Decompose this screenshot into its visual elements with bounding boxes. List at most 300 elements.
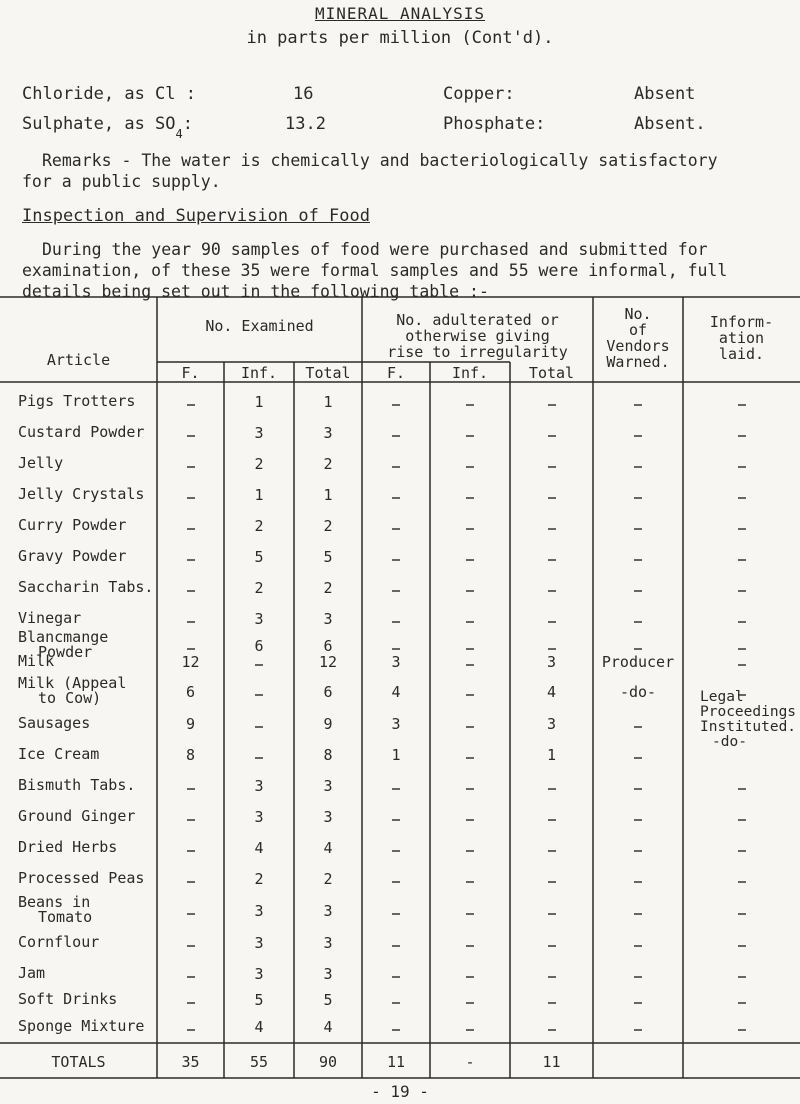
table-cell-at — [510, 488, 593, 506]
table-cell-vendors — [593, 457, 683, 475]
table-cell-ai — [430, 488, 510, 506]
table-cell-ei: 3 — [254, 610, 264, 628]
dash-mark — [392, 435, 400, 437]
dash-mark — [548, 788, 556, 790]
table-cell-vendors — [593, 581, 683, 599]
dash-mark — [392, 404, 400, 406]
table-row-article: Jelly — [18, 454, 64, 472]
dash-mark — [634, 497, 642, 499]
totals-examined-total: 90 — [318, 1053, 338, 1071]
dash-mark — [466, 819, 474, 821]
dash-mark — [738, 528, 746, 530]
table-cell-ei: 1 — [254, 393, 264, 411]
table-cell-ei: 2 — [254, 870, 264, 888]
legal-line-4: -do- — [712, 734, 747, 750]
dash-mark — [392, 788, 400, 790]
dash-mark — [548, 648, 556, 650]
dash-mark — [548, 945, 556, 947]
table-cell-ef — [157, 967, 224, 985]
table-cell-ei: 4 — [254, 1018, 264, 1036]
table-cell-ai — [430, 717, 510, 735]
table-cell-ef: 9 — [185, 715, 196, 733]
header-vendors-line-4: Warned. — [606, 353, 670, 371]
table-cell-af: 3 — [391, 653, 401, 671]
table-cell-ef — [157, 519, 224, 537]
table-cell-vendors — [593, 519, 683, 537]
table-row-article: Milk — [18, 652, 55, 670]
table-cell-ef — [157, 581, 224, 599]
table-cell-info — [683, 904, 800, 922]
dash-mark — [738, 404, 746, 406]
table-cell-et: 6 — [323, 683, 333, 701]
table-cell-vendors: Producer — [601, 653, 675, 671]
table-cell-at: 4 — [546, 683, 557, 701]
table-cell-ef — [157, 810, 224, 828]
table-cell-et: 1 — [323, 393, 333, 411]
table-cell-ef — [157, 872, 224, 890]
table-cell-at — [510, 779, 593, 797]
table-cell-af — [362, 426, 430, 444]
table-cell-et: 5 — [323, 991, 333, 1009]
table-cell-ai — [430, 655, 510, 673]
table-cell-ai — [430, 904, 510, 922]
table-cell-info — [683, 872, 800, 890]
food-para-line-1: During the year 90 samples of food were purchased and submitted for — [42, 240, 708, 259]
dash-mark — [738, 590, 746, 592]
dash-mark — [738, 664, 746, 666]
table-cell-info — [683, 395, 800, 413]
dash-mark — [738, 945, 746, 947]
dash-mark — [738, 559, 746, 561]
dash-mark — [466, 913, 474, 915]
table-cell-at — [510, 612, 593, 630]
dash-mark — [634, 757, 642, 759]
table-cell-at — [510, 519, 593, 537]
table-cell-vendors — [593, 872, 683, 890]
header-info-line-2: ation — [718, 329, 765, 347]
dash-mark — [466, 881, 474, 883]
dash-mark — [548, 976, 556, 978]
table-cell-info — [683, 936, 800, 954]
page-subtitle: in parts per million (Cont'd). — [246, 28, 554, 48]
table-cell-ei: 2 — [254, 455, 264, 473]
totals-adulterated-formal: 11 — [386, 1053, 406, 1071]
table-cell-info — [683, 426, 800, 444]
header-adulterated-line-3: rise to irregularity — [387, 343, 568, 361]
dash-mark — [392, 881, 400, 883]
table-cell-ai — [430, 936, 510, 954]
dash-mark — [187, 497, 195, 499]
dash-mark — [466, 559, 474, 561]
table-cell-ai — [430, 993, 510, 1011]
dash-mark — [548, 621, 556, 623]
dash-mark — [187, 850, 195, 852]
table-row-article: Cornflour — [18, 933, 100, 951]
copper-label: Copper: — [443, 84, 515, 104]
dash-mark — [548, 466, 556, 468]
article-line-2: Tomato — [38, 908, 93, 926]
dash-mark — [466, 850, 474, 852]
table-cell-vendors — [593, 936, 683, 954]
dash-mark — [548, 435, 556, 437]
subheader-informal: Inf. — [240, 364, 278, 382]
dash-mark — [392, 466, 400, 468]
dash-mark — [548, 559, 556, 561]
food-para-line-2: examination, of these 35 were formal samples and 55 were informal, full — [22, 261, 728, 280]
dash-mark — [634, 528, 642, 530]
table-cell-ai — [430, 779, 510, 797]
dash-mark — [187, 1002, 195, 1004]
table-cell-at: 3 — [546, 715, 557, 733]
table-cell-af — [362, 810, 430, 828]
table-row-article — [18, 895, 92, 925]
table-cell-ei — [224, 655, 294, 673]
table-cell-ai — [430, 841, 510, 859]
table-cell-af — [362, 550, 430, 568]
dash-mark — [187, 1029, 195, 1031]
dash-mark — [634, 648, 642, 650]
table-cell-ef — [157, 426, 224, 444]
legal-proceedings-note — [700, 690, 800, 750]
header-information — [683, 314, 800, 362]
table-cell-ei: 4 — [254, 839, 264, 857]
table-cell-ef: 6 — [185, 683, 196, 701]
table-cell-af — [362, 872, 430, 890]
dash-mark — [255, 726, 263, 728]
table-cell-ai — [430, 519, 510, 537]
table-row-article: Jam — [18, 964, 46, 982]
dash-mark — [738, 621, 746, 623]
table-cell-ef — [157, 395, 224, 413]
table-cell-af — [362, 967, 430, 985]
table-cell-ef — [157, 904, 224, 922]
dash-mark — [634, 1029, 642, 1031]
dash-mark — [187, 788, 195, 790]
dash-mark — [466, 497, 474, 499]
dash-mark — [548, 590, 556, 592]
table-cell-ef — [157, 779, 224, 797]
dash-mark — [738, 435, 746, 437]
dash-mark — [548, 497, 556, 499]
dash-mark — [392, 590, 400, 592]
table-cell-ei: 5 — [254, 991, 264, 1009]
article-line-1: Blancmange — [18, 628, 109, 646]
dash-mark — [392, 976, 400, 978]
totals-adulterated-informal: - — [465, 1053, 475, 1071]
remarks-line-1: Remarks - The water is chemically and bacteriologically satisfactory — [42, 151, 718, 170]
subheader-total-adulterated: Total — [528, 364, 575, 382]
dash-mark — [634, 466, 642, 468]
table-cell-ei: 3 — [254, 424, 264, 442]
article-line-2: to Cow) — [38, 689, 102, 707]
table-cell-ei — [224, 685, 294, 703]
totals-examined-formal: 35 — [181, 1053, 200, 1071]
dash-mark — [466, 757, 474, 759]
table-cell-at — [510, 872, 593, 890]
dash-mark — [255, 757, 263, 759]
totals-adulterated-total: 11 — [542, 1053, 561, 1071]
table-cell-ai — [430, 685, 510, 703]
table-cell-ei — [224, 717, 294, 735]
table-cell-af: 4 — [391, 683, 401, 701]
table-cell-ei: 1 — [254, 486, 264, 504]
header-vendors-line-3: Vendors — [606, 337, 670, 355]
dash-mark — [392, 1029, 400, 1031]
table-row-article: Saccharin Tabs. — [18, 578, 154, 596]
table-cell-vendors — [593, 967, 683, 985]
table-cell-et: 3 — [323, 424, 333, 442]
table-cell-ei: 5 — [254, 548, 264, 566]
dash-mark — [466, 528, 474, 530]
dash-mark — [187, 404, 195, 406]
table-cell-ef — [157, 550, 224, 568]
sulphate-label-text: Sulphate, as SO — [22, 114, 176, 134]
table-cell-et: 5 — [323, 548, 333, 566]
table-cell-ef: 12 — [181, 653, 200, 671]
table-cell-ei: 3 — [254, 902, 264, 920]
table-cell-ai — [430, 550, 510, 568]
dash-mark — [738, 881, 746, 883]
header-adulterated — [362, 312, 593, 360]
dash-mark — [548, 850, 556, 852]
table-cell-af — [362, 519, 430, 537]
dash-mark — [634, 881, 642, 883]
dash-mark — [738, 497, 746, 499]
table-cell-ef — [157, 993, 224, 1011]
table-row-article: Curry Powder — [18, 516, 127, 534]
dash-mark — [634, 726, 642, 728]
table-cell-info — [683, 967, 800, 985]
table-cell-at — [510, 1020, 593, 1038]
table-cell-vendors — [593, 717, 683, 735]
dash-mark — [392, 559, 400, 561]
table-cell-vendors — [593, 488, 683, 506]
dash-mark — [466, 404, 474, 406]
table-cell-vendors — [593, 841, 683, 859]
table-cell-et: 2 — [323, 870, 333, 888]
dash-mark — [392, 819, 400, 821]
dash-mark — [466, 1029, 474, 1031]
dash-mark — [548, 1029, 556, 1031]
table-cell-info — [683, 841, 800, 859]
legal-line-3: Instituted. — [700, 719, 797, 735]
legal-line-2: Proceedings — [700, 704, 797, 720]
dash-mark — [187, 648, 195, 650]
table-cell-ei: 3 — [254, 808, 264, 826]
table-cell-ef — [157, 1020, 224, 1038]
dash-mark — [548, 819, 556, 821]
table-cell-et: 4 — [323, 1018, 333, 1036]
table-cell-ef — [157, 936, 224, 954]
table-cell-et: 1 — [323, 486, 333, 504]
table-cell-ei: 3 — [254, 965, 264, 983]
table-cell-et: 2 — [323, 579, 333, 597]
table-cell-vendors — [593, 748, 683, 766]
totals-examined-informal: 55 — [249, 1053, 269, 1071]
table-cell-af — [362, 1020, 430, 1038]
copper-value: Absent — [634, 84, 696, 104]
dash-mark — [738, 788, 746, 790]
table-cell-vendors — [593, 426, 683, 444]
dash-mark — [466, 976, 474, 978]
table-cell-af — [362, 457, 430, 475]
dash-mark — [466, 945, 474, 947]
table-cell-et: 3 — [323, 777, 333, 795]
table-cell-ei: 2 — [254, 517, 264, 535]
dash-mark — [738, 819, 746, 821]
table-cell-et: 3 — [323, 610, 333, 628]
table-cell-at — [510, 581, 593, 599]
phosphate-value: Absent. — [634, 114, 706, 134]
table-row-article: Ground Ginger — [18, 807, 136, 825]
dash-mark — [466, 694, 474, 696]
table-cell-et: 2 — [323, 455, 333, 473]
table-cell-et: 3 — [323, 965, 333, 983]
table-cell-ef: 8 — [185, 746, 196, 764]
table-cell-et: 8 — [323, 746, 333, 764]
dash-mark — [548, 881, 556, 883]
dash-mark — [738, 976, 746, 978]
dash-mark — [187, 590, 195, 592]
dash-mark — [392, 945, 400, 947]
table-cell-ai — [430, 967, 510, 985]
table-cell-ei: 6 — [254, 637, 264, 655]
phosphate-label: Phosphate: — [443, 114, 546, 134]
table-cell-et: 9 — [323, 715, 333, 733]
dash-mark — [466, 466, 474, 468]
article-line-2: Powder — [38, 643, 93, 661]
chloride-label: Chloride, as Cl : — [22, 84, 196, 104]
dash-mark — [466, 621, 474, 623]
dash-mark — [634, 404, 642, 406]
page-title: MINERAL ANALYSIS — [314, 4, 486, 23]
table-cell-ei: 2 — [254, 579, 264, 597]
table-cell-vendors — [593, 810, 683, 828]
table-cell-info — [683, 457, 800, 475]
table-cell-info — [683, 488, 800, 506]
table-cell-ef — [157, 488, 224, 506]
dash-mark — [187, 528, 195, 530]
table-cell-at — [510, 993, 593, 1011]
table-cell-ai — [430, 748, 510, 766]
dash-mark — [548, 528, 556, 530]
dash-mark — [392, 913, 400, 915]
dash-mark — [187, 621, 195, 623]
table-cell-vendors — [593, 779, 683, 797]
header-vendors-line-2: of — [628, 321, 648, 339]
header-vendors — [593, 306, 683, 370]
dash-mark — [466, 435, 474, 437]
table-cell-ai — [430, 810, 510, 828]
dash-mark — [634, 1002, 642, 1004]
sulphate-subscript: 4 — [175, 127, 183, 141]
table-cell-info — [683, 581, 800, 599]
table-cell-vendors: -do- — [619, 683, 657, 701]
dash-mark — [466, 788, 474, 790]
table-cell-ai — [430, 1020, 510, 1038]
table-cell-et: 3 — [323, 934, 333, 952]
table-cell-af — [362, 904, 430, 922]
table-cell-af — [362, 779, 430, 797]
table-cell-info — [683, 550, 800, 568]
table-row-article — [18, 676, 126, 706]
table-cell-et: 2 — [323, 517, 333, 535]
header-vendors-line-1: No. — [624, 305, 652, 323]
dash-mark — [392, 528, 400, 530]
table-cell-ai — [430, 612, 510, 630]
table-cell-info — [683, 519, 800, 537]
table-row-article: Custard Powder — [18, 423, 145, 441]
totals-label: TOTALS — [51, 1053, 106, 1071]
dash-mark — [548, 913, 556, 915]
dash-mark — [634, 913, 642, 915]
food-para-line-3: details being set out in the following table :- — [22, 282, 489, 301]
dash-mark — [738, 850, 746, 852]
table-cell-et: 6 — [323, 637, 333, 655]
dash-mark — [187, 976, 195, 978]
dash-mark — [738, 913, 746, 915]
dash-mark — [392, 621, 400, 623]
table-row-article: Soft Drinks — [18, 990, 118, 1008]
table-cell-af: 1 — [391, 746, 401, 764]
dash-mark — [466, 726, 474, 728]
header-article: Article — [46, 351, 111, 369]
legal-line-1: Legal — [700, 689, 744, 705]
table-row-article: Gravy Powder — [18, 547, 127, 565]
table-cell-vendors — [593, 1020, 683, 1038]
dash-mark — [634, 435, 642, 437]
section-heading: Inspection and Supervision of Food — [22, 206, 370, 226]
dash-mark — [187, 819, 195, 821]
dash-mark — [466, 590, 474, 592]
table-cell-ef — [157, 612, 224, 630]
table-cell-at — [510, 457, 593, 475]
header-examined: No. Examined — [205, 317, 314, 335]
table-cell-info — [683, 1020, 800, 1038]
table-cell-vendors — [593, 904, 683, 922]
table-cell-at — [510, 426, 593, 444]
table-cell-ai — [430, 426, 510, 444]
table-cell-ai — [430, 872, 510, 890]
dash-mark — [466, 648, 474, 650]
table-cell-at — [510, 967, 593, 985]
remarks-line-2: for a public supply. — [22, 172, 221, 191]
table-cell-at: 1 — [546, 746, 557, 764]
table-cell-et: 4 — [323, 839, 333, 857]
table-cell-info — [683, 779, 800, 797]
article-line-1: Milk (Appeal — [18, 674, 127, 692]
dash-mark — [187, 559, 195, 561]
dash-mark — [187, 913, 195, 915]
dash-mark — [187, 881, 195, 883]
subheader-formal: F. — [181, 364, 200, 382]
dash-mark — [466, 664, 474, 666]
table-row-article: Sponge Mixture — [18, 1017, 145, 1035]
sulphate-value: 13.2 — [285, 114, 326, 134]
table-cell-at — [510, 810, 593, 828]
dash-mark — [634, 945, 642, 947]
table-cell-at — [510, 841, 593, 859]
dash-mark — [548, 404, 556, 406]
table-row-article: Jelly Crystals — [18, 485, 145, 503]
table-cell-ei — [224, 748, 294, 766]
dash-mark — [187, 466, 195, 468]
dash-mark — [738, 1029, 746, 1031]
table-cell-at — [510, 936, 593, 954]
table-row-article: Sausages — [18, 714, 91, 732]
dash-mark — [634, 850, 642, 852]
sulphate-colon: : — [182, 114, 194, 134]
